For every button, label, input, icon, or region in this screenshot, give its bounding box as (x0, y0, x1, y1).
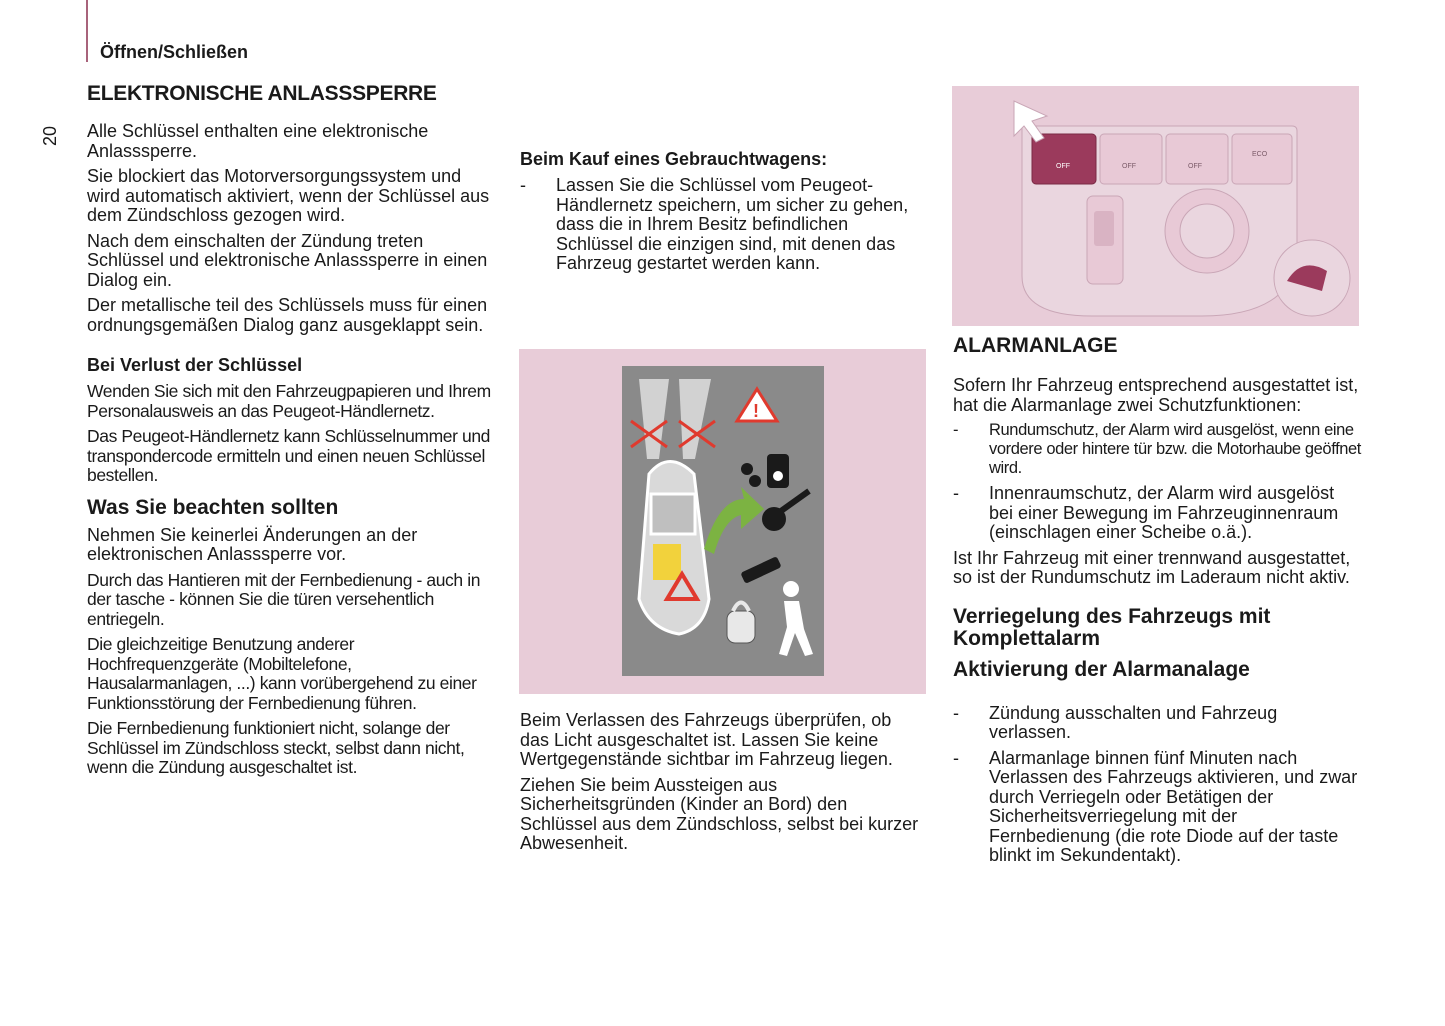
switch-row (1032, 134, 1292, 184)
car-security-illustration (519, 349, 926, 694)
list-item-text: Alarmanlage binnen fünf Minuten nach Verlassen des Fahrzeugs aktivieren, und zwar durch Verriegeln oder Betätigen der Sicherheitsverriegelung mit der Fernbedienung (die rote Diode auf der taste blinkt im Sekundentakt). (989, 747, 1358, 865)
paragraph: Die Fernbedienung funktioniert nicht, solange der Schlüssel im Zündschloss steckt, selbst dann nicht, wenn die Zündung ausgeschaltet ist. (87, 718, 465, 777)
section-marker-line (86, 0, 88, 62)
dash-bullet: - (953, 483, 959, 503)
list-item-text: Zündung ausschalten und Fahrzeug verlassen. (989, 702, 1278, 742)
button-label: OFF (1188, 163, 1202, 170)
padlock-icon (727, 611, 755, 643)
immobiliser-title: ELEKTRONISCHE ANLASSSPERRE (87, 82, 437, 105)
column-middle (520, 149, 925, 280)
safety-vest-icon (653, 544, 681, 580)
list-item (953, 704, 1363, 743)
dash-bullet: - (953, 702, 959, 723)
note-heading: Was Sie beachten sollten (87, 495, 339, 519)
paragraph: Wenden Sie sich mit den Fahrzeugpapieren und Ihrem Personalausweis an das Peugeot-Händlernetz. (87, 381, 491, 421)
paragraph: Das Peugeot-Händlernetz kann Schlüsselnummer und transpondercode ermitteln und einen neuen Schlüssel bestellen. (87, 426, 490, 485)
paragraph: Sie blockiert das Motorversorgungssystem und wird automatisch aktiviert, wenn der Schlüssel aus dem Zündschloss gezogen wird. (87, 166, 490, 225)
column-right (953, 334, 1363, 872)
button-label: OFF (1122, 163, 1136, 170)
section-title: Öffnen/Schließen (100, 42, 249, 62)
switch-button (1232, 134, 1292, 184)
list-item (953, 749, 1363, 866)
loss-heading: Bei Verlust der Schlüssel (87, 355, 303, 375)
list-item (520, 176, 925, 274)
switch-button (1166, 134, 1228, 184)
dash-bullet: - (520, 175, 526, 195)
lock-heading: Verriegelung des Fahrzeugs mit Komplettalarm (953, 604, 1271, 650)
switch-button (1100, 134, 1162, 184)
list-item (953, 484, 1363, 543)
paragraph: Der metallische teil des Schlüssels muss für einen ordnungsgemäßen Dialog ganz ausgeklappt sein. (87, 295, 488, 335)
column-left (87, 82, 497, 784)
paragraph: Nehmen Sie keinerlei Änderungen an der elektronischen Anlasssperre vor. (87, 524, 418, 564)
paragraph: Alle Schlüssel enthalten eine elektronische Anlasssperre. (87, 121, 429, 161)
button-label: ECO (1252, 151, 1268, 158)
list-item-text: Lassen Sie die Schlüssel vom Peugeot-Händlernetz speichern, um sicher zu gehen, dass die in Ihrem Besitz befindlichen Schlüssel die einzigen sind, mit denen das Fahrzeug gestartet werden kann. (556, 175, 909, 273)
alarm-button (1032, 134, 1096, 184)
page-number: 20 (40, 125, 60, 146)
paragraph: Durch das Hantieren mit der Fernbedienung - auch in der tasche - können Sie die türen versehentlich entriegeln. (87, 569, 481, 629)
activate-heading: Aktivierung der Alarmanalage (953, 657, 1250, 681)
dash-bullet: - (953, 747, 959, 768)
svg-text:!: ! (753, 401, 759, 421)
alarm-panel-illustration (952, 86, 1359, 326)
list-item (953, 421, 1363, 478)
paragraph: Ist Ihr Fahrzeug mit einer trennwand ausgestattet, so ist der Rundumschutz im Laderaum nicht aktiv. (953, 547, 1351, 587)
paragraph: Ziehen Sie beim Aussteigen aus Sicherheitsgründen (Kinder an Bord) den Schlüssel aus dem Zündschloss, selbst bei kurzer Abwesenheit. (520, 774, 919, 853)
button-label: OFF (1056, 163, 1070, 170)
paragraph: Sofern Ihr Fahrzeug entsprechend ausgestattet ist, hat die Alarmanlage zwei Schutzfunktionen: (953, 375, 1359, 415)
list-item-text: Innenraumschutz, der Alarm wird ausgelöst bei einer Bewegung im Fahrzeuginnenraum (einschlagen einer Scheibe o.ä.). (989, 483, 1339, 542)
paragraph: Nach dem einschalten der Zündung treten Schlüssel und elektronische Anlasssperre in einen Dialog ein. (87, 230, 488, 290)
paragraph: Die gleichzeitige Benutzung anderer Hochfrequenzgeräte (Mobiltelefone, Hausalarmanlagen, ...) kann vorübergehend zu einer Funktionsstörung der Fernbedienung führen. (87, 634, 477, 713)
car-security-drawing (519, 349, 926, 694)
column-middle-lower (520, 711, 925, 860)
used-car-heading: Beim Kauf eines Gebrauchtwagens: (520, 149, 828, 169)
list-item-text: Rundumschutz, der Alarm wird ausgelöst, wenn eine vordere oder hintere tür bzw. die Motorhaube geöffnet wird. (989, 421, 1361, 477)
dash-bullet: - (953, 421, 959, 439)
paragraph: Beim Verlassen des Fahrzeugs überprüfen, ob das Licht ausgeschaltet ist. Lassen Sie keine Wertgegenstände sichtbar im Fahrzeug liegen. (520, 710, 893, 769)
alarm-title: ALARMANLAGE (953, 334, 1118, 357)
alarm-panel-drawing (952, 86, 1359, 326)
